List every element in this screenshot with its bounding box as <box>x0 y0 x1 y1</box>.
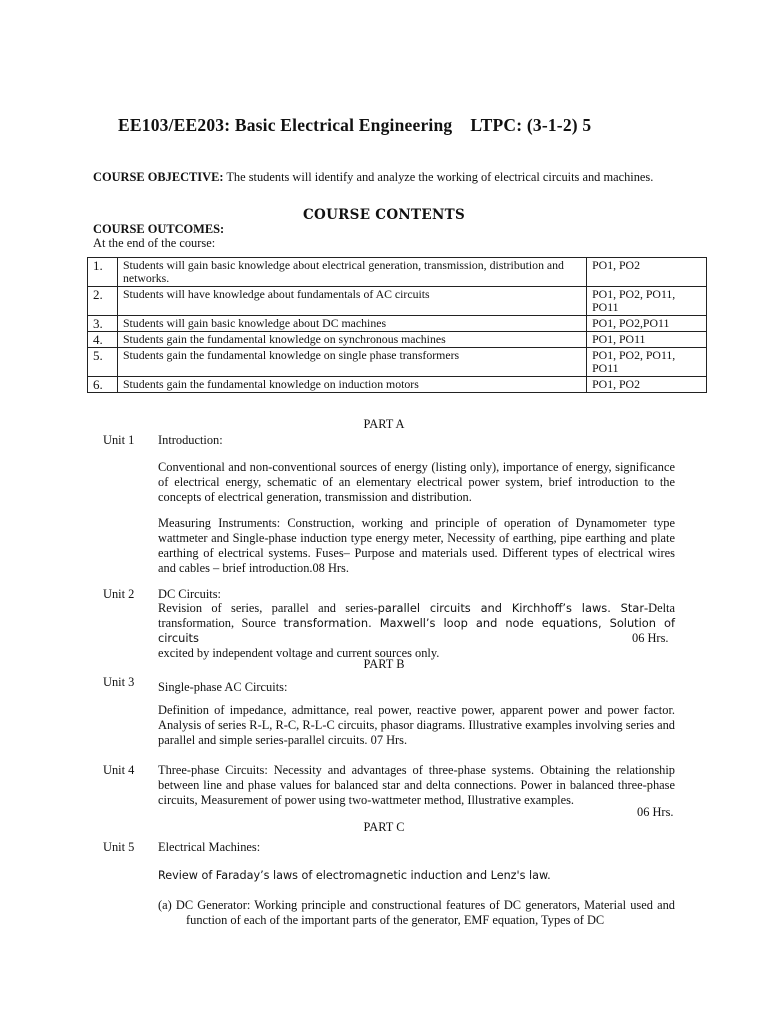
unit-1-title: Introduction: <box>158 433 223 447</box>
table-row <box>88 377 707 393</box>
outcome-po: PO1, PO2 <box>587 258 707 287</box>
course-objective-label: COURSE OBJECTIVE: <box>93 170 224 184</box>
table-row <box>88 258 707 287</box>
course-code-title: EE103/EE203: Basic Electrical Engineering <box>118 115 453 135</box>
course-contents-heading: COURSE CONTENTS <box>302 207 466 223</box>
unit-4-hours: 06 Hrs. <box>637 805 674 819</box>
outcome-description: Students will gain basic knowledge about electrical generation, transmission, distribution and networks. <box>117 258 586 287</box>
outcome-number: 3. <box>88 316 118 332</box>
unit-2-label: Unit 2 <box>103 587 135 601</box>
unit-3-paragraph: Definition of impedance, admittance, real power, reactive power, apparent power and power factor. Analysis of series R-L, R-C, R-L-C circuits, phasor diagrams. Illustrative examples involving series and parallel and simple series-parallel circuits. 07 Hrs. <box>158 703 675 747</box>
unit-1-paragraph-sources: Conventional and non-conventional sources of energy (listing only), importance of energy, significance of electrical energy, schematic of an elementary electrical power system, brief introduction to the concepts of electrical generation, transmission and distribution. <box>158 460 675 504</box>
unit-1-paragraph-instruments: Measuring Instruments: Construction, working and principle of operation of Dynamometer type wattmeter and Single-phase induction type energy meter, Necessity of earthing, pipe earthing and plate earthing of electrical systems. Fuses– Purpose and materials used. Different types of electrical wires and cables – brief introduction.08 Hrs. <box>158 516 675 575</box>
part-b-heading: PART B <box>363 657 405 671</box>
unit-2-hours: 06 Hrs. <box>632 631 669 645</box>
unit-5-title: Electrical Machines: <box>158 840 261 854</box>
outcome-description: Students gain the fundamental knowledge on induction motors <box>117 377 586 393</box>
course-objective-text: The students will identify and analyze the working of electrical circuits and machines. <box>223 170 654 184</box>
unit-4-label: Unit 4 <box>103 763 135 777</box>
outcome-number: 4. <box>88 332 118 348</box>
part-a-heading: PART A <box>363 417 405 431</box>
table-row <box>88 332 707 348</box>
unit-2-text: Revision of series, parallel and series- <box>158 601 378 615</box>
outcome-number: 5. <box>88 348 118 377</box>
outcome-description: Students gain the fundamental knowledge on synchronous machines <box>117 332 586 348</box>
outcome-po: PO1, PO2, PO11, PO11 <box>587 348 707 377</box>
unit-1-label: Unit 1 <box>103 433 135 447</box>
unit-2-text: -Delta <box>644 601 675 615</box>
outcome-po: PO1, PO2, PO11, PO11 <box>587 287 707 316</box>
unit-2-text: parallel circuits and Kirchhoff’s laws. Star <box>377 601 645 615</box>
outcome-po: PO1, PO2,PO11 <box>587 316 707 332</box>
outcome-number: 6. <box>88 377 118 393</box>
outcome-description: Students will gain basic knowledge about DC machines <box>117 316 586 332</box>
unit-3-title: Single-phase AC Circuits: <box>158 680 288 694</box>
course-outcomes-table <box>87 257 707 393</box>
unit-5-dc-generator: (a) DC Generator: Working principle and constructional features of DC generators, Material used and function of each of the important parts of the generator, EMF equation, Types of DC <box>158 898 675 927</box>
course-outcomes-heading: COURSE OUTCOMES: <box>93 222 225 236</box>
unit-5-review-line: Review of Faraday’s laws of electromagnetic induction and Lenz's law. <box>158 869 551 882</box>
outcome-po: PO1, PO11 <box>587 332 707 348</box>
table-row <box>88 348 707 377</box>
outcome-description: Students will have knowledge about fundamentals of AC circuits <box>117 287 586 316</box>
ltpc-label: LTPC: (3-1-2) 5 <box>470 115 592 135</box>
unit-2-text: transformation. Maxwell’s loop and node equations, Solution of circuits <box>158 616 675 645</box>
outcome-number: 1. <box>88 258 118 287</box>
table-row <box>88 316 707 332</box>
page-title <box>118 115 718 136</box>
table-row <box>88 287 707 316</box>
unit-4-paragraph: Three-phase Circuits: Necessity and advantages of three-phase systems. Obtaining the relationship between line and phase values for balanced star and delta connections. Power in balanced three-phase circuits, Measurement of power using two-wattmeter method, Illustrative examples. <box>158 763 675 807</box>
outcome-description: Students gain the fundamental knowledge on single phase transformers <box>117 348 586 377</box>
unit-3-label: Unit 3 <box>103 675 135 689</box>
course-outcomes-subheading: At the end of the course: <box>93 236 216 250</box>
part-c-heading: PART C <box>363 820 405 834</box>
unit-5-label: Unit 5 <box>103 840 135 854</box>
course-objective <box>93 170 675 185</box>
unit-2-text: excited by independent voltage and current sources only. <box>158 646 440 660</box>
outcome-po: PO1, PO2 <box>587 377 707 393</box>
unit-2-title: DC Circuits: <box>158 587 221 601</box>
unit-2-text: transformation, Source <box>158 616 284 630</box>
unit-2-paragraph <box>158 601 675 661</box>
outcome-number: 2. <box>88 287 118 316</box>
